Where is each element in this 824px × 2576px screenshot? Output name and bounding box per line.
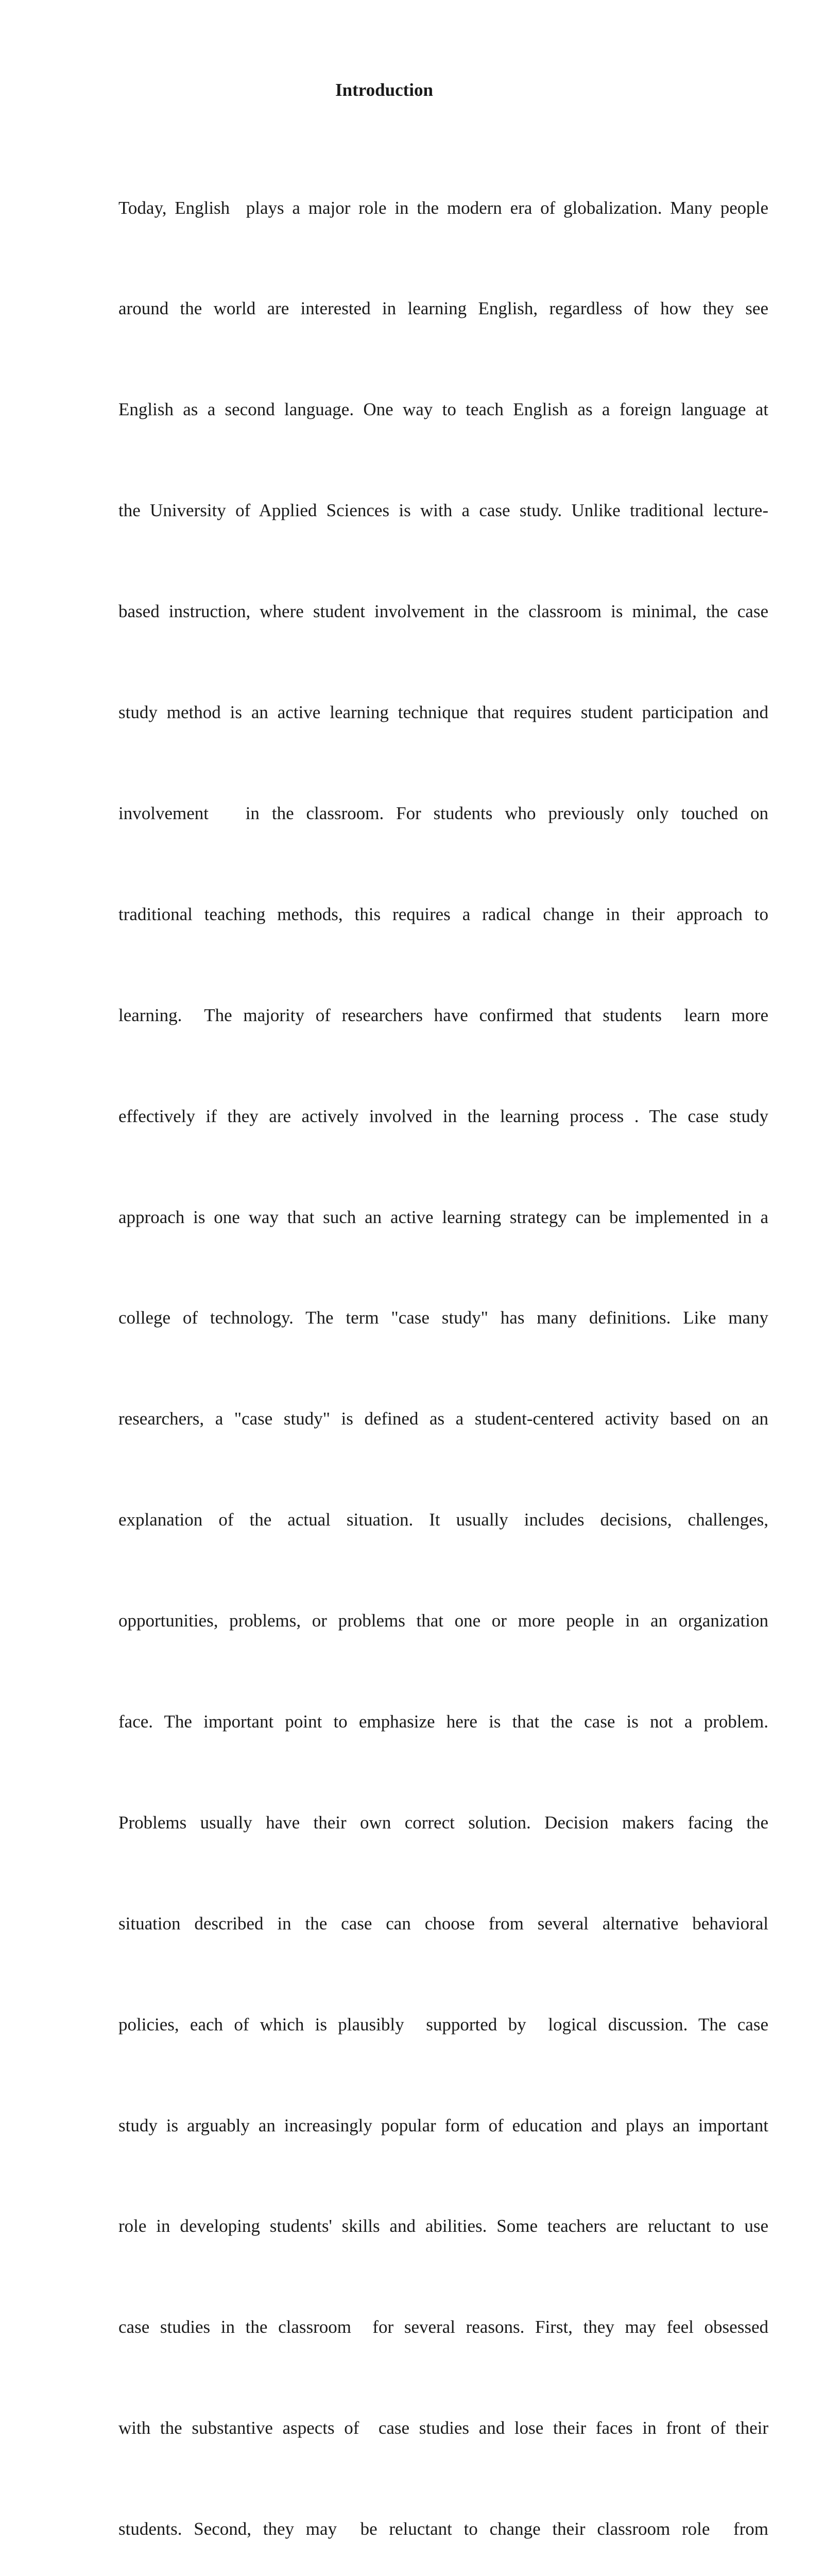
- paragraph-line: based instruction, where student involvement in the classroom is minimal, the case: [118, 601, 768, 622]
- paragraph-line: role in developing students' skills and abilities. Some teachers are reluctant to use: [118, 2216, 768, 2236]
- paragraph-line: researchers, a "case study" is defined as a student-centered activity based on an: [118, 1409, 768, 1429]
- paragraph-line: with the substantive aspects of case studies and lose their faces in front of their: [118, 2418, 768, 2438]
- paragraph-line: case studies in the classroom for several reasons. First, they may feel obsessed: [118, 2317, 768, 2337]
- body-paragraph: [118, 124, 768, 2576]
- paragraph-line: effectively if they are actively involved in the learning process . The case study: [118, 1106, 768, 1126]
- paragraph-line: explanation of the actual situation. It usually includes decisions, challenges,: [118, 1510, 768, 1530]
- paragraph-line: approach is one way that such an active learning strategy can be implemented in a: [118, 1207, 768, 1227]
- paragraph-line: Problems usually have their own correct solution. Decision makers facing the: [118, 1812, 768, 1833]
- paragraph-line: around the world are interested in learning English, regardless of how they see: [118, 298, 768, 319]
- paragraph-line: opportunities, problems, or problems that one or more people in an organization: [118, 1611, 768, 1631]
- paragraph-line: the University of Applied Sciences is with a case study. Unlike traditional lecture-: [118, 500, 768, 521]
- paragraph-line: traditional teaching methods, this requires a radical change in their approach to: [118, 904, 768, 924]
- section-heading: Introduction: [335, 80, 433, 100]
- paragraph-line: study is arguably an increasingly popular form of education and plays an important: [118, 2115, 768, 2136]
- paragraph-line: learning. The majority of researchers have confirmed that students learn more: [118, 1005, 768, 1025]
- paragraph-line: English as a second language. One way to teach English as a foreign language at: [118, 399, 768, 420]
- paragraph-line: Today, English plays a major role in the modern era of globalization. Many people: [118, 197, 768, 218]
- paragraph-line: students. Second, they may be reluctant to change their classroom role from: [118, 2519, 768, 2539]
- paragraph-line: face. The important point to emphasize here is that the case is not a problem.: [118, 1711, 768, 1732]
- paragraph-line: policies, each of which is plausibly supported by logical discussion. The case: [118, 2014, 768, 2035]
- paragraph-line: situation described in the case can choose from several alternative behavioral: [118, 1913, 768, 1934]
- paragraph-line: college of technology. The term "case study" has many definitions. Like many: [118, 1308, 768, 1328]
- paragraph-line: study method is an active learning technique that requires student participation and: [118, 702, 768, 723]
- paragraph-line: involvement in the classroom. For students who previously only touched on: [118, 803, 768, 823]
